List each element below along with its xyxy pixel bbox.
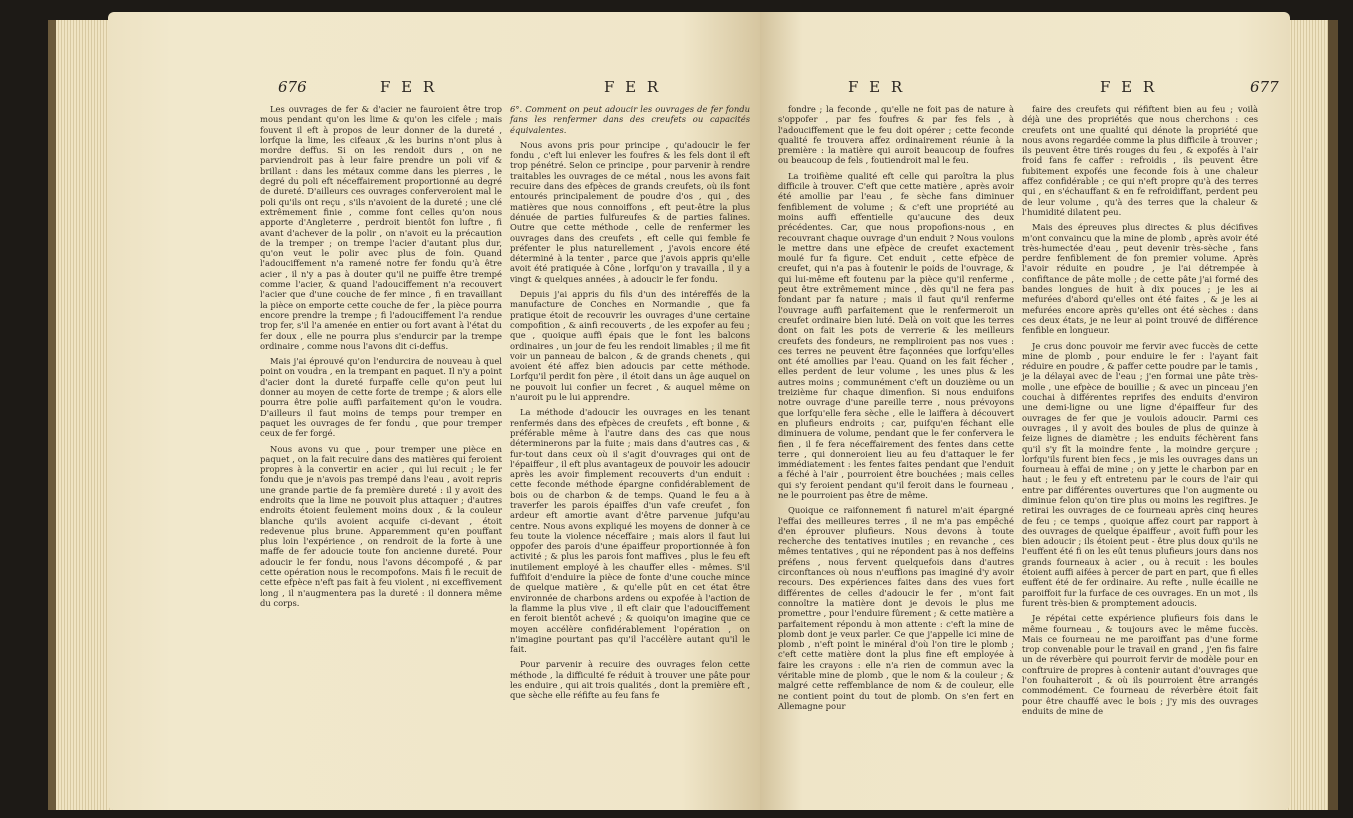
page-number: 676 xyxy=(278,78,307,96)
running-head: F E R xyxy=(604,78,662,96)
running-head: F E R xyxy=(380,78,438,96)
left-page xyxy=(108,12,760,810)
book-spread xyxy=(48,8,1338,812)
text-column-left xyxy=(778,104,1014,716)
paragraph: Les ouvrages de fer & d'acier ne fauroient être trop mous pendant qu'on les lime & qu'on les cifele ; mais fouvent il eft à propos de leur donner de la dureté , lorfque la lime, les cifeaux ,& les burins n'ont plus à mordre deffus. Si on les rendoit durs , on ne parviendroit pas à leur faire prendre un poli vif & brillant : dans les métaux comme dans les pierres , le degré du poli eft néceffairement proportionné au degré de dureté. D'ailleurs ces ouvrages conferveroient mal le poli qu'ils ont reçu , s'ils n'avoient de la dureté ; une clé extrêmement finie , comme font celles qu'on nous apporte d'Angleterre , perdroit bientôt fon luftre , fi avant d'achever de la polir , on n'avoit eu la précaution de la tremper ; on trempe l'acier d'autant plus dur, qu'on veut le polir avec plus de foin. Quand l'adouciffement n'a ramené notre fer fondu qu'à être acier , il n'y a pas à douter qu'il ne puiffe être trempé comme l'acier, & quand l'adouciffement n'a recouvert l'acier que d'une couche de fer mince , fi en travaillant la pièce on emporte cette couche de fer , la pièce pourra encore prendre la trempe ; fi l'adouciffement l'a rendue trop fer, s'il l'a amenée en entier ou fort avant à l'état du fer doux , elle ne pourra plus s'endurcir par la trempe ordinaire , comme nous l'avons dit ci-deffus. xyxy=(260,104,502,351)
paragraph: La troifième qualité eft celle qui paroîtra la plus difficile à trouver. C'eft que cette matière , après avoir été amollie par l'eau , fe sèche fans diminuer fenfiblement de volume ; & c'eft une propriété au moins auffi effentielle qu'aucune des deux précédentes. Car, que nous propofions-nous , en recouvrant chaque ouvrage d'un enduit ? Nous voulons le mettre dans une efpèce de creufet exactement moulé fur fa figure. Cet enduit , cette efpèce de creufet, qui n'a pas à foutenir le poids de l'ouvrage, & qui lui-même eft foutenu par la pièce qu'il renferme , peut être extrêmement mince , dès qu'il ne fera pas fondant par fa nature ; mais il faut qu'il renferme l'ouvrage auffi parfaitement que le renfermeroit un creufet ordinaire bien luté. Delà on voit que les terres dont on fait les pots de verrerie & les meilleurs creufets des fondeurs, ne rempliroient pas nos vues : ces terres ne peuvent être façonnées que lorfqu'elles ont été amollies par l'eau. Quand on les fait fécher , elles perdent de leur volume , les unes plus & les autres moins ; communément c'eft un douzième ou un treizième fur chaque dimenfion. Si nous enduifons notre ouvrage d'une pareille terre , nous prévoyons que lorfqu'elle fera sèche , elle le laiffera à découvert en plufieurs endroits ; car, puifqu'en féchant elle diminuera de volume, pendant que le fer confervera le fien , il fe fera néceffairement des fentes dans cette terre , qui donneroient lieu au feu d'attaquer le fer immédiatement : les fentes faites pendant que l'enduit a féché à l'air , pourroient être bouchées ; mais celles qui s'y feroient pendant qu'il feroit dans le fourneau , ne le pourroient pas être de même. xyxy=(778,170,1014,500)
text-column-right xyxy=(510,104,750,706)
text-column-right xyxy=(1022,104,1258,721)
paragraph: Je répétai cette expérience plufieurs fois dans le même fourneau , & toujours avec le même fuccès. Mais ce fourneau ne me paroiffant pas d'une forme trop convenable pour le travail en grand , j'en fis faire un de réverbère qui pourroit fervir de modèle pour en conftruire de propres à contenir autant d'ouvrages que l'on fouhaiteroit , & où ils pourroient être arrangés commodément. Ce fourneau de réverbère étoit fait pour être chauffé avec le bois ; j'y mis des ouvrages enduits de mine de xyxy=(1022,613,1258,716)
paragraph: La méthode d'adoucir les ouvrages en les tenant renfermés dans des efpèces de creufets , eft bonne , & préférable même à l'autre dans des cas que nous déterminerons par la fuite ; mais dans d'autres cas , & fur-tout dans ceux où il s'agit d'ouvrages qui ont de l'épaiffeur , il eft plus avantageux de pouvoir les adoucir après les avoir fimplement recouverts d'un enduit : cette feconde méthode épargne confidérablement de bois ou de charbon & de temps. Quand le feu a à traverfer les parois épaiffes d'un vafe creufet , fon ardeur eft amortie avant d'être parvenue jufqu'au centre. Nous avons expliqué les moyens de donner à ce feu toute la violence néceffaire ; mais alors il faut lui oppofer des parois d'une épaiffeur proportionnée à fon activité ; & plus les parois font maffives , plus le feu eft inutilement employé à les chauffer elles - mêmes. S'il fuffifoit d'enduire la pièce de fonte d'une couche mince de quelque matière , & qu'elle pût en cet état être environnée de charbons ardens ou expofée à l'action de la flamme la plus vive , il eft clair que l'adouciffement en feroit bientôt achevé ; & quoiqu'on imagine que ce moyen accélère confidérablement l'opération , on n'imagine pourtant pas qu'il l'accélère autant qu'il le fait. xyxy=(510,407,750,655)
text-column-left xyxy=(260,104,502,613)
paragraph: Nous avons pris pour principe , qu'adoucir le fer fondu , c'eft lui enlever les foufres & les fels dont il eft trop pénétré. Selon ce principe , pour parvenir à rendre traitables les ouvrages de ce métal , nous les avons fait recuire dans des efpèces de grands creufets, où ils font entourés principalement de poudre d'os , qui , des matières que nous connoiffons , eft peut-être la plus dénuée de parties fulfureufes & de parties falines. Outre que cette méthode , celle de renfermer les ouvrages dans des creufets , eft celle qui femble fe préfenter le plus naturellement , j'avois encore été déterminé à la tenter , parce que j'avois appris qu'elle avoit été pratiquée à Cône , lorfqu'on y travailla , il y a vingt & quelques années , à adoucir le fer fondu. xyxy=(510,139,750,284)
right-page xyxy=(760,12,1290,810)
running-head: F E R xyxy=(1100,78,1158,96)
paragraph: Mais j'ai éprouvé qu'on l'endurcira de nouveau à quel point on voudra , en la trempant en paquet. Il n'y a point d'acier dont la dureté furpaffe celle qu'on peut lui donner au moyen de cette forte de trempe ; & alors elle pourra être polie auffi parfaitement qu'on le voudra. D'ailleurs il faut moins de temps pour tremper en paquet les ouvrages de fer fondu , que pour tremper ceux de fer forgé. xyxy=(260,356,502,439)
paragraph: faire des creufets qui réfiftent bien au feu ; voilà déjà une des propriétés que nous cherchons : ces creufets ont une qualité qui dénote la propriété que nous avons regardée comme la plus difficile à trouver ; ils peuvent être tirés rouges du feu , & expofés à l'air froid fans fe caffer : refroidis , ils peuvent être fubitement expofés une feconde fois à une chaleur affez confidérable ; ce qui n'eft propre qu'à des terres qui , en s'échauffant & en fe refroidiffant, perdent peu de leur volume , qu'à des terres que la chaleur & l'humidité dilatent peu. xyxy=(1022,104,1258,217)
paragraph: Mais des épreuves plus directes & plus décifives m'ont convaincu que la mine de plomb , après avoir été très-humectée d'eau , peut devenir très-sèche , fans perdre fenfiblement de fon premier volume. Après l'avoir réduite en poudre , je l'ai détrempée à confiftance de pâte molle ; de cette pâte j'ai formé des bandes longues de huit à dix pouces ; je les ai mefurées d'abord qu'elles ont été faites , & je les ai mefurées encore après qu'elles ont été sèches : dans ces deux états, je ne leur ai point trouvé de différence fenfible en longueur. xyxy=(1022,222,1258,336)
paragraph: Je crus donc pouvoir me fervir avec fuccès de cette mine de plomb , pour enduire le fer : l'ayant fait réduire en poudre , & paffer cette poudre par le tamis , je la délayai avec de l'eau ; j'en formai une pâte très-molle , une efpèce de bouillie ; & avec un pinceau j'en couchai à différentes reprifes des enduits d'environ une demi-ligne ou une ligne d'épaiffeur fur des ouvrages de fer que je voulois adoucir. Parmi ces ouvrages , il y avoit des boules de plus de quinze à feize lignes de diamètre ; les enduits féchèrent fans qu'il s'y fît la moindre fente , la moindre gerçure ; lorfqu'ils furent bien fecs , je mis les ouvrages dans un fourneau à effai de mine ; on y jette le charbon par en haut ; le feu y eft entretenu par le cours de l'air qui entre par différentes ouvertures que l'on augmente ou diminue felon qu'on tire plus ou moins les regiftres. Je retirai les ouvrages de ce fourneau après cinq heures de feu ; ce temps , quoique affez court par rapport à des ouvrages de quelque épaiffeur , avoit fuffi pour les bien adoucir ; ils étoient peut - être plus doux qu'ils ne l'euffent été fi on les eût tenus plufieurs jours dans nos grands fourneaux à acier , ou à recuit : les boules étoient auffi aifées à percer de part en part, que fi elles euffent été de fer ordinaire. Au refte , nulle écaille ne paroiffoit fur la furface de ces ouvrages. En un mot , ils furent très-bien & promptement adoucis. xyxy=(1022,340,1258,608)
paragraph: Nous avons vu que , pour tremper une pièce en paquet , on la fait recuire dans des matières qui feroient propres à la convertir en acier , qui lui recuit ; le fer fondu que je n'avois pas trempé dans l'eau , avoit repris une grande partie de fa première dureté : il y avoit des endroits que la lime ne pouvoit plus attaquer ; d'autres endroits étoient feulement moins doux , & la couleur blanche qu'ils avoient acquife ci-devant , étoit redevenue plus brune. Apparemment qu'en pouffant plus loin l'expérience , on rendroit de la forte à une maffe de fer adoucie toute fon ancienne dureté. Pour adoucir le fer fondu, nous l'avons décompofé , & par cette opération nous le recompofons. Mais fi le recuit de cette efpèce n'eft pas fait à feu violent , ni exceffivement long , il n'augmentera pas la dureté : il donnera même du corps. xyxy=(260,443,502,608)
paragraph: Depuis j'ai appris du fils d'un des intéreffés de la manufacture de Conches en Normandie , que fa pratique étoit de recouvrir les ouvrages d'une certaine compofition , & ainfi recouverts , de les expofer au feu ; que , quoique auffi épais que le font les balcons ordinaires , un jour de feu les rendoit limables ; il me fit voir un panneau de balcon , & de grands chenets , qui avoient été affez bien adoucis par cette méthode. Lorfqu'il perdit fon père , il étoit dans un âge auquel on ne pouvoit lui confier un fecret , & auquel même on n'auroit pu le lui apprendre. xyxy=(510,289,750,403)
section-title: 6°. Comment on peut adoucir les ouvrages de fer fondu fans les renfermer dans des creufets ou capacités équivalentes. xyxy=(510,104,750,135)
running-head: F E R xyxy=(848,78,906,96)
paragraph: Quoique ce raifonnement fi naturel m'ait épargné l'effai des meilleures terres , il ne m'a pas empêché d'en éprouver plufieurs. Nous devons à toute recherche des tentatives inutiles ; en revanche , ces mêmes tentatives , qui ne répondent pas à nos deffeins préfens , nous fervent quelquefois dans d'autres circonftances où nous n'euffions pas imaginé d'y avoir recours. Des expériences faites dans des vues fort différentes de celles d'adoucir le fer , m'ont fait connoître la matière dont je devois le plus me promettre , pour l'enduire fûrement ; & cette matière a parfaitement répondu à mon attente : c'eft la mine de plomb dont je veux parler. Ce que j'appelle ici mine de plomb , n'eft point le minéral d'où l'on tire le plomb ; c'eft cette matière dont la plus fine eft employée à faire les crayons : elle n'a rien de commun avec la véritable mine de plomb , que le nom & la couleur ; & malgré cette reffemblance de nom & de couleur, elle ne contient point du tout de plomb. On s'en fert en Allemagne pour xyxy=(778,505,1014,711)
page-number: 677 xyxy=(1250,78,1279,96)
paragraph: Pour parvenir à recuire des ouvrages felon cette méthode , la difficulté fe réduit à trouver une pâte pour les enduire , qui ait trois qualités , dont la première eft , que sèche elle réfifte au feu fans fe xyxy=(510,659,750,701)
paragraph: fondre ; la feconde , qu'elle ne foit pas de nature à s'oppofer , par fes foufres & par fes fels , à l'adouciffement que le feu doit opérer ; cette feconde qualité fe trouvera affez ordinairement réunie à la première : la matière qui auroit beaucoup de foufres ou beaucoup de fels , foutiendroit mal le feu. xyxy=(778,104,1014,166)
